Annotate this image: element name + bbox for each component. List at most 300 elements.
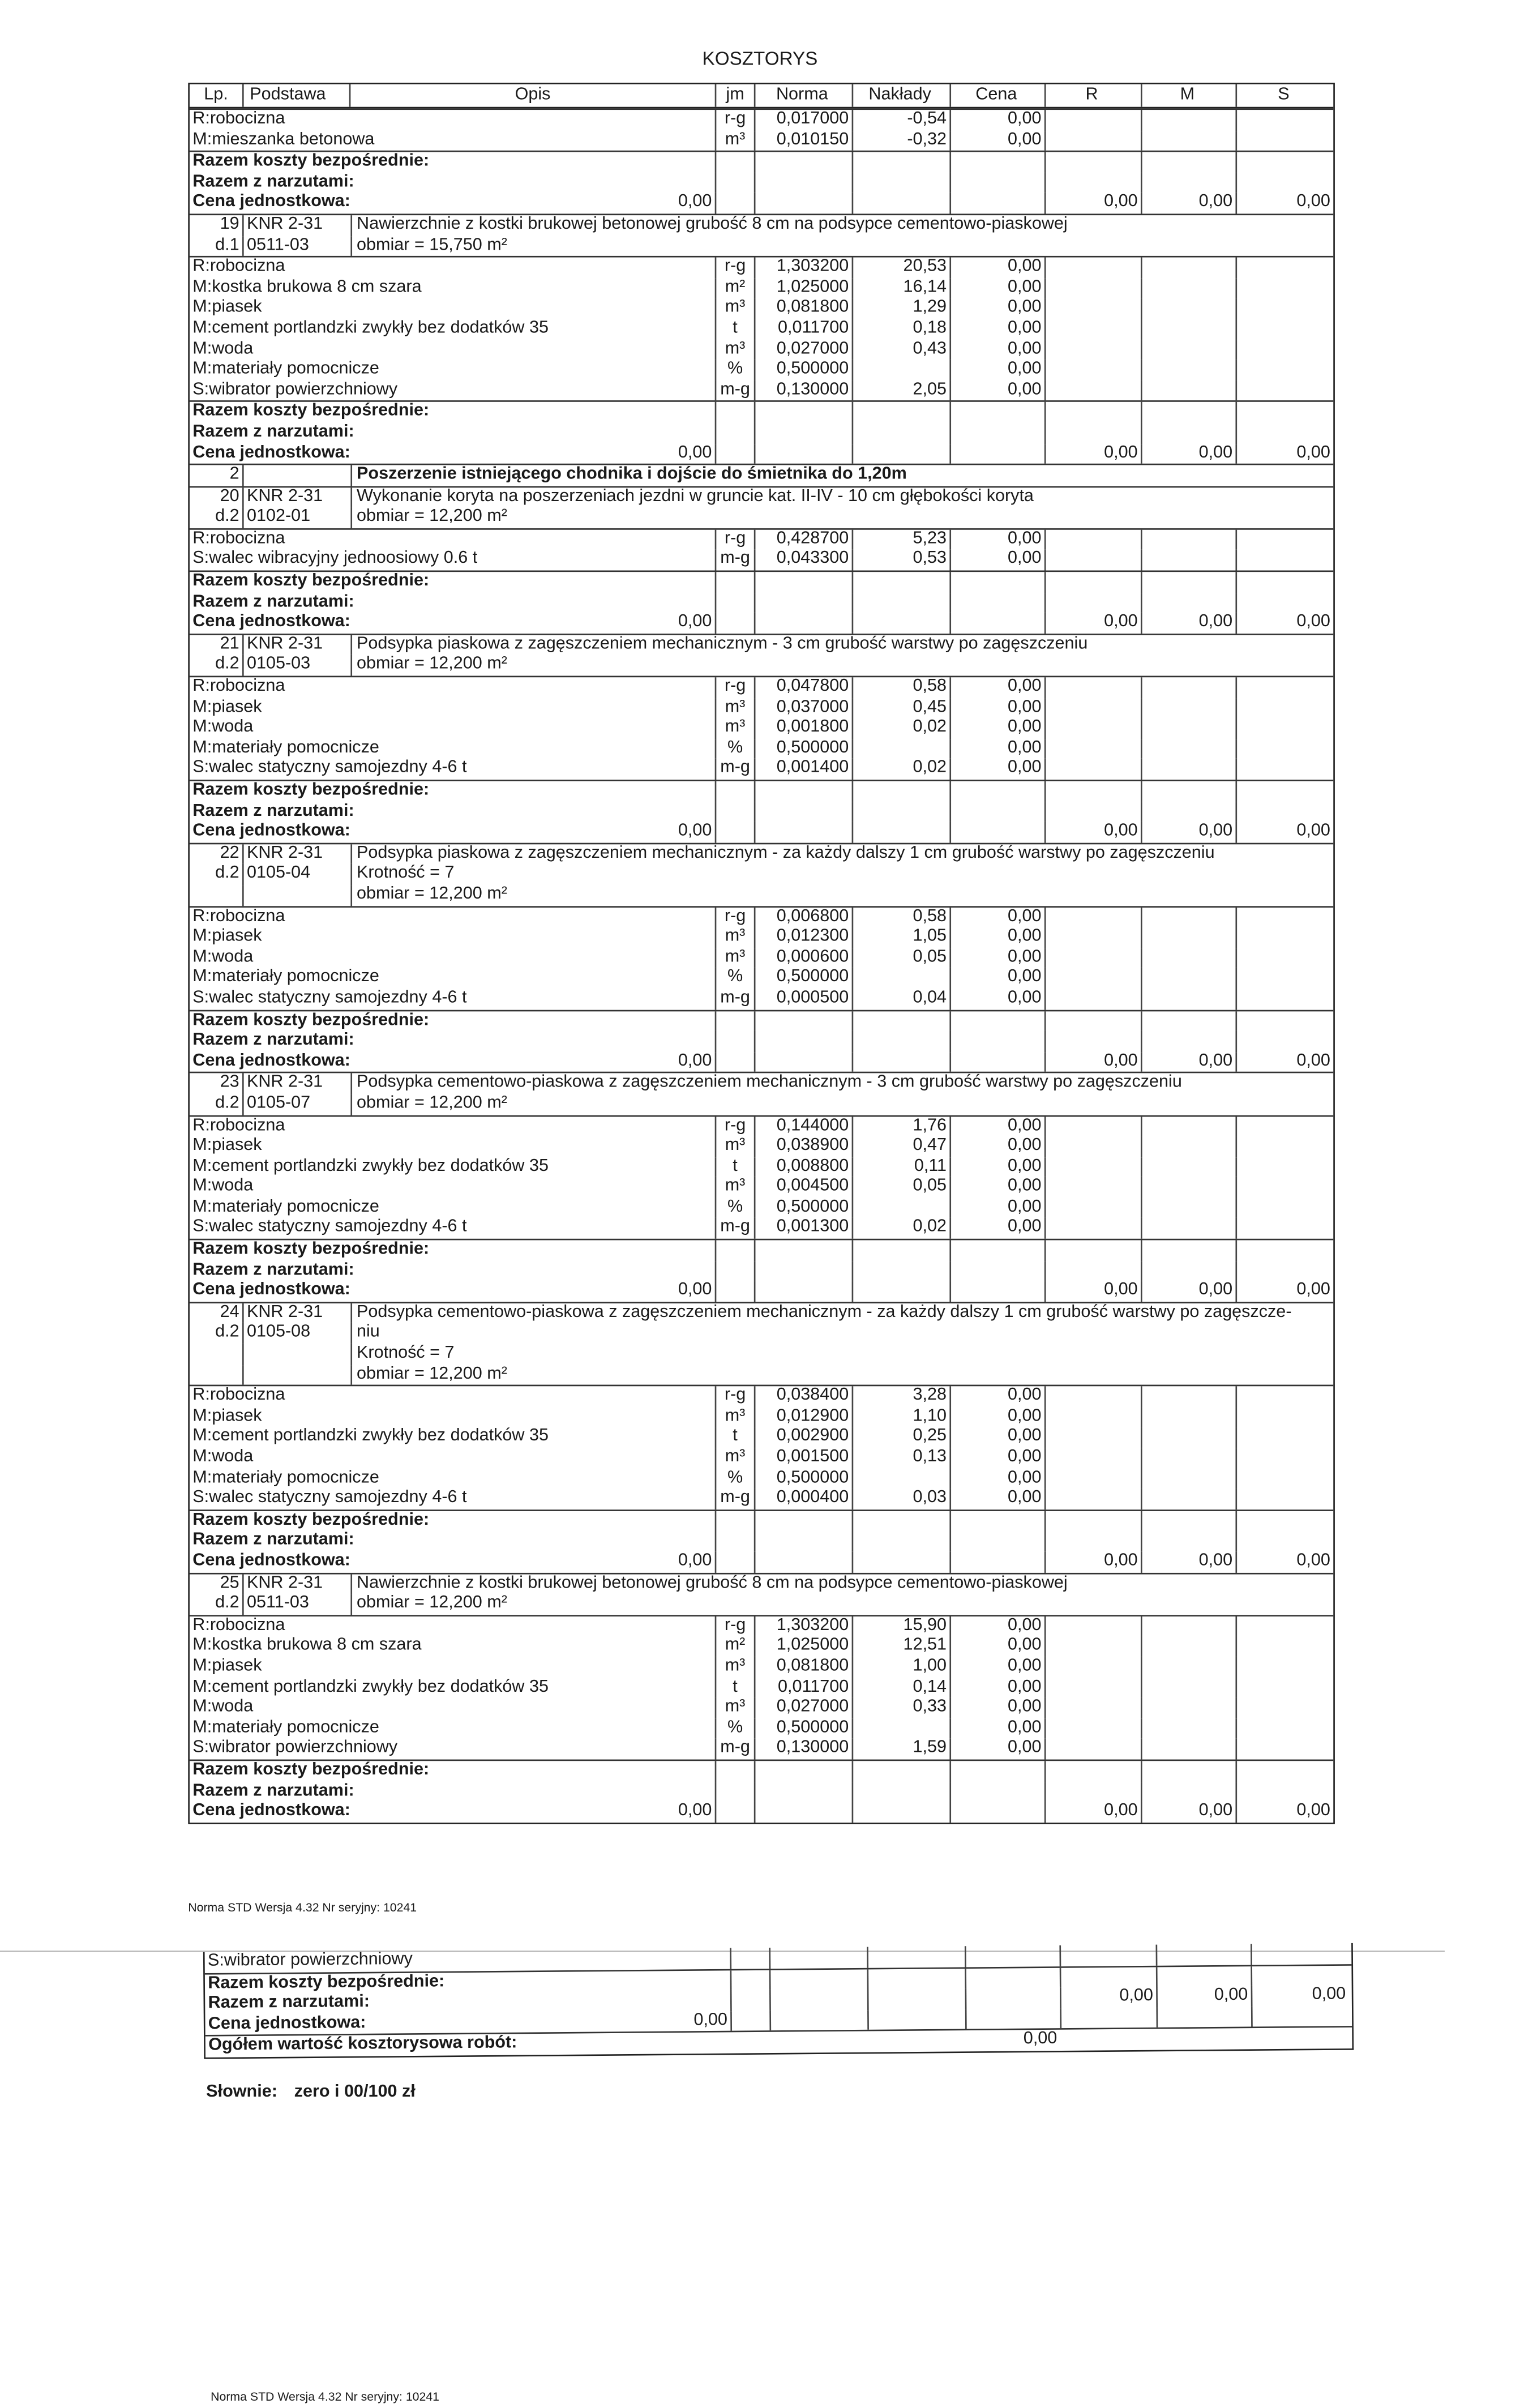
cell [715, 1261, 754, 1281]
cell [949, 1241, 1044, 1261]
cell [754, 1051, 852, 1072]
total-markup-row [190, 1531, 1333, 1551]
total-label: Cena jednostkowa: [192, 1802, 350, 1820]
resource-price: 0,00 [949, 759, 1044, 780]
resource-unit: m-g [715, 550, 754, 571]
cell [1141, 1739, 1235, 1759]
cell [852, 1051, 950, 1072]
cell [1141, 1657, 1235, 1678]
podstawa: 0105-07 [242, 1094, 350, 1114]
cell [754, 1761, 852, 1781]
cell [754, 1802, 852, 1822]
total-label: Cena jednostkowa: [192, 1051, 350, 1070]
cell [1235, 1657, 1333, 1678]
resource-price: 0,00 [949, 1698, 1044, 1718]
resource-norm: 0,038400 [754, 1387, 852, 1407]
resource-name: M:cement portlandzki zwykły bez dodatków 35 [192, 1157, 549, 1175]
cell [949, 802, 1044, 822]
total-direct-row [190, 1759, 1333, 1781]
table-header [190, 84, 1333, 109]
resource-price: 0,00 [949, 340, 1044, 360]
resource-norm: 0,500000 [754, 968, 852, 989]
cell [1044, 1616, 1141, 1636]
description: obmiar = 12,200 m² [350, 885, 1333, 905]
resource-norm: 0,047800 [754, 677, 852, 698]
cell [1044, 423, 1141, 443]
resource-norm: 0,011700 [754, 1678, 852, 1698]
resource-price: 0,00 [949, 529, 1044, 550]
cell [1141, 130, 1235, 151]
col-naklady: Nakłady [852, 84, 950, 107]
resource-quantity: 0,25 [852, 1427, 950, 1448]
cell [1141, 1011, 1235, 1031]
position-header-row [190, 1344, 1333, 1365]
resource-row [190, 1678, 1333, 1698]
total-label: Razem z narzutami: [192, 1531, 354, 1550]
cell [965, 1945, 1060, 1966]
cell [1044, 907, 1141, 927]
resource-quantity: -0,32 [852, 130, 950, 151]
cell [715, 572, 754, 592]
cell [852, 613, 950, 634]
resource-price: 0,00 [949, 1407, 1044, 1427]
resource-price: 0,00 [949, 1218, 1044, 1239]
cell [1141, 718, 1235, 739]
cell [769, 1947, 867, 1968]
cell [754, 592, 852, 613]
position-header-row [190, 842, 1333, 865]
r-value: 0,00 [1044, 822, 1141, 842]
resource-row [190, 550, 1333, 571]
cell [1141, 423, 1235, 443]
total-label: Cena jednostkowa: [192, 613, 350, 631]
cell [1141, 360, 1235, 380]
cell [1141, 781, 1235, 802]
cell [1251, 1965, 1348, 1986]
position-subnumber: d.2 [215, 864, 239, 883]
cell [1060, 2008, 1156, 2029]
cell [1235, 173, 1333, 193]
cell [1235, 1468, 1333, 1489]
resource-norm: 1,025000 [754, 1636, 852, 1657]
resource-name: R:robocizna [192, 110, 285, 128]
resource-quantity: 0,43 [852, 340, 950, 360]
cell [1141, 1427, 1235, 1448]
resource-quantity [852, 1198, 950, 1218]
cell [1141, 1387, 1235, 1407]
total-label: Razem z narzutami: [208, 1993, 370, 2013]
resource-norm: 0,001800 [754, 718, 852, 739]
cell [867, 2009, 965, 2030]
resource-name: R:robocizna [192, 677, 285, 696]
cell [715, 423, 754, 443]
resource-row [190, 927, 1333, 948]
resource-unit: m³ [715, 1136, 754, 1157]
podstawa: 0105-08 [242, 1324, 350, 1344]
total-direct-row [190, 401, 1333, 423]
resource-row [190, 1698, 1333, 1718]
resource-unit: m³ [715, 1657, 754, 1678]
resource-quantity: 1,76 [852, 1116, 950, 1136]
cell [1044, 781, 1141, 802]
total-direct-row [190, 1009, 1333, 1031]
resource-row [190, 905, 1333, 927]
total-label: Razem z narzutami: [192, 1031, 354, 1050]
resource-name: M:piasek [192, 927, 262, 946]
resource-name: M:mieszanka betonowa [192, 130, 375, 149]
cell [1235, 1157, 1333, 1177]
cell [1235, 759, 1333, 780]
cell [1044, 1178, 1141, 1198]
total-label: Cena jednostkowa: [192, 1281, 350, 1299]
cell [852, 781, 950, 802]
resource-price: 0,00 [949, 1468, 1044, 1489]
cell [1044, 1407, 1141, 1427]
resource-row [190, 1718, 1333, 1739]
cell [190, 885, 242, 905]
cell [1235, 1218, 1333, 1239]
resource-norm: 0,004500 [754, 1178, 852, 1198]
resource-price: 0,00 [949, 110, 1044, 130]
cell [715, 613, 754, 634]
col-podstawa: Podstawa [242, 84, 350, 107]
cell [715, 1011, 754, 1031]
resource-quantity: 1,10 [852, 1407, 950, 1427]
resource-price: 0,00 [949, 968, 1044, 989]
cell [1141, 1136, 1235, 1157]
cell [1156, 2007, 1251, 2028]
cell [715, 173, 754, 193]
description: Nawierzchnie z kostki brukowej betonowej grubość 8 cm na podsypce cementowo-piaskowej [350, 215, 1333, 236]
resource-name: M:woda [192, 1448, 254, 1466]
cell [949, 1781, 1044, 1802]
cell [1044, 1468, 1141, 1489]
resource-norm: 0,002900 [754, 1427, 852, 1448]
resource-unit: r-g [715, 907, 754, 927]
description: obmiar = 12,200 m² [350, 1094, 1333, 1114]
description: Podsypka piaskowa z zagęszczeniem mechanicznym - za każdy dalszy 1 cm grubość warstwy po zagęszczeniu [350, 844, 1333, 865]
resource-quantity: 2,05 [852, 380, 950, 401]
resource-name: S:walec statyczny samojezdny 4-6 t [192, 989, 467, 1007]
total-markup-row [190, 1261, 1333, 1281]
resource-name: M:piasek [192, 298, 262, 317]
resource-norm: 0,500000 [754, 739, 852, 759]
total-markup-row [190, 1781, 1333, 1802]
resource-price: 0,00 [949, 1657, 1044, 1678]
position-number: 20 [220, 487, 239, 506]
resource-unit: t [715, 319, 754, 339]
cell [852, 152, 950, 173]
cell [949, 1011, 1044, 1031]
resource-unit: m² [715, 1636, 754, 1657]
cell [1235, 1427, 1333, 1448]
col-cena: Cena [949, 84, 1044, 107]
resource-name: M:cement portlandzki zwykły bez dodatków 35 [192, 1427, 549, 1446]
cell [1044, 1511, 1141, 1531]
cell [1044, 1531, 1141, 1551]
resource-name: S:walec statyczny samojezdny 4-6 t [192, 1218, 467, 1237]
total-label: Razem z narzutami: [192, 422, 354, 441]
resource-quantity: 5,23 [852, 529, 950, 550]
total-label: Cena jednostkowa: [192, 193, 350, 212]
resource-row [190, 108, 1333, 130]
resource-norm: 0,012300 [754, 927, 852, 948]
cell [715, 1281, 754, 1302]
cell [852, 193, 950, 213]
cell [1044, 1448, 1141, 1468]
position-subnumber: d.2 [215, 1594, 239, 1613]
podstawa: KNR 2-31 [242, 1073, 350, 1094]
cell [1044, 759, 1141, 780]
position-header-row [190, 1572, 1333, 1594]
cell [1235, 1011, 1333, 1031]
cell [1060, 1966, 1156, 1987]
resource-price: 0,00 [949, 989, 1044, 1009]
cell [754, 802, 852, 822]
cell [1044, 360, 1141, 380]
cell [1044, 802, 1141, 822]
description: Krotność = 7 [350, 865, 1333, 885]
resource-quantity: 0,02 [852, 1218, 950, 1239]
resource-name: M:materiały pomocnicze [192, 968, 379, 987]
resource-row [190, 1136, 1333, 1157]
resource-unit: m-g [715, 989, 754, 1009]
total-direct-row [190, 151, 1333, 173]
cell [730, 1948, 769, 1969]
cell [1141, 677, 1235, 698]
s-value: 0,00 [1235, 1281, 1333, 1302]
resource-price: 0,00 [949, 1616, 1044, 1636]
cell [1044, 1116, 1141, 1136]
cell [1235, 278, 1333, 298]
resource-unit: m³ [715, 718, 754, 739]
resource-quantity [852, 1718, 950, 1739]
cell [1235, 423, 1333, 443]
cell [1044, 1031, 1141, 1051]
cell [965, 2008, 1060, 2029]
cell [1235, 360, 1333, 380]
resource-quantity: 0,05 [852, 1178, 950, 1198]
resource-unit: m³ [715, 1407, 754, 1427]
description: obmiar = 12,200 m² [350, 1365, 1333, 1385]
cell [1141, 1718, 1235, 1739]
resource-norm: 0,012900 [754, 1407, 852, 1427]
position-header-row [190, 508, 1333, 528]
resource-quantity: 0,53 [852, 550, 950, 571]
resource-name: M:materiały pomocnicze [192, 1468, 379, 1487]
cell [1235, 1407, 1333, 1427]
position-subnumber: d.2 [215, 655, 239, 674]
cell [1235, 718, 1333, 739]
resource-name: S:wibrator powierzchniowy [192, 1739, 398, 1757]
resource-name: M:woda [192, 339, 254, 358]
cell [852, 1011, 950, 1031]
position-header-row [190, 1094, 1333, 1114]
cell [1044, 110, 1141, 130]
cell [1235, 258, 1333, 278]
resource-row [190, 360, 1333, 380]
cell [867, 1968, 965, 1989]
cell [1235, 1489, 1333, 1509]
description: Podsypka piaskowa z zagęszczeniem mechanicznym - 3 cm grubość warstwy po zagęszczeniu [350, 635, 1333, 655]
resource-row [190, 1615, 1333, 1637]
position-subnumber: d.2 [215, 1094, 239, 1113]
position-header-row [190, 486, 1333, 508]
resource-row [190, 676, 1333, 698]
cell [715, 1761, 754, 1781]
amount-in-words-label: Słownie: [206, 2083, 277, 2101]
cell [1235, 907, 1333, 927]
chapter-number: 2 [229, 465, 239, 484]
resource-price: 0,00 [949, 698, 1044, 718]
cell [1141, 572, 1235, 592]
cell [1235, 1178, 1333, 1198]
total-label: Razem z narzutami: [192, 592, 354, 611]
resource-quantity: 0,03 [852, 1489, 950, 1509]
document-title: KOSZTORYS [702, 48, 818, 70]
cell [1235, 1636, 1333, 1657]
grand-total-value: 0,00 [1023, 2030, 1057, 2049]
cell [949, 1531, 1044, 1551]
resource-row [190, 1218, 1333, 1239]
resource-quantity: 1,59 [852, 1739, 950, 1759]
cell [715, 1781, 754, 1802]
cell [1235, 698, 1333, 718]
podstawa: KNR 2-31 [242, 635, 350, 655]
resource-quantity [852, 968, 950, 989]
cell [1044, 592, 1141, 613]
r-value: 0,00 [1044, 443, 1141, 464]
resource-norm: 0,027000 [754, 340, 852, 360]
cell [1141, 907, 1235, 927]
cell [852, 802, 950, 822]
resource-norm: 0,144000 [754, 1116, 852, 1136]
cell [754, 613, 852, 634]
resource-quantity: 0,02 [852, 718, 950, 739]
resource-price: 0,00 [949, 1636, 1044, 1657]
resource-unit: m³ [715, 948, 754, 968]
cell [1235, 968, 1333, 989]
cell [1141, 1531, 1235, 1551]
resource-unit: % [715, 739, 754, 759]
resource-quantity: 1,00 [852, 1657, 950, 1678]
resource-norm: 0,000400 [754, 1489, 852, 1509]
resource-price: 0,00 [949, 1718, 1044, 1739]
cell [1235, 989, 1333, 1009]
cell [1044, 948, 1141, 968]
cell [1235, 1531, 1333, 1551]
cell [1235, 592, 1333, 613]
cell [1141, 739, 1235, 759]
description: obmiar = 12,200 m² [350, 508, 1333, 528]
cell [949, 423, 1044, 443]
cell [1141, 1489, 1235, 1509]
resource-price: 0,00 [949, 677, 1044, 698]
cell [1235, 1116, 1333, 1136]
resource-name: M:materiały pomocnicze [192, 1718, 379, 1737]
resource-norm: 1,025000 [754, 278, 852, 298]
cell [1044, 572, 1141, 592]
resource-quantity: 0,58 [852, 907, 950, 927]
cell [754, 1241, 852, 1261]
unit-price-value: 0,00 [678, 443, 712, 461]
resource-name: R:robocizna [192, 529, 285, 548]
cell [1141, 968, 1235, 989]
resource-quantity: 3,28 [852, 1387, 950, 1407]
cell [1141, 298, 1235, 319]
s-value: 0,00 [1235, 443, 1333, 464]
software-footer: Norma STD Wersja 4.32 Nr seryjny: 10241 [188, 1901, 417, 1915]
resource-norm: 0,011700 [754, 319, 852, 339]
cell [715, 193, 754, 213]
cell [715, 152, 754, 173]
cell [1044, 1427, 1141, 1448]
resource-quantity: 0,04 [852, 989, 950, 1009]
resource-price: 0,00 [949, 718, 1044, 739]
m-value: 0,00 [1141, 193, 1235, 213]
cell [1044, 1198, 1141, 1218]
cell [1251, 1943, 1348, 1964]
cell [754, 1552, 852, 1572]
cell [730, 2011, 769, 2031]
total-label: Cena jednostkowa: [192, 822, 350, 840]
cell [730, 1970, 769, 1991]
cell [1141, 173, 1235, 193]
resource-name: R:robocizna [192, 1616, 285, 1635]
unit-price-value: 0,00 [693, 2011, 728, 2029]
total-direct-row [190, 780, 1333, 802]
cell [1044, 319, 1141, 339]
software-footer-cut: Norma STD Wersja 4.32 Nr seryjny: 10241 [211, 2390, 439, 2404]
resource-name: S:wibrator powierzchniowy [192, 380, 398, 399]
resource-norm: 0,428700 [754, 529, 852, 550]
resource-price: 0,00 [949, 130, 1044, 151]
cell [852, 1552, 950, 1572]
cell [190, 1344, 242, 1365]
resource-name: M:woda [192, 1177, 254, 1196]
resource-row [190, 278, 1333, 298]
podstawa: 0511-03 [242, 236, 350, 256]
total-label: Razem koszty bezpośrednie: [192, 1760, 430, 1779]
amount-in-words [206, 2083, 427, 2101]
resource-row [190, 968, 1333, 989]
cell [1044, 340, 1141, 360]
total-label: Razem koszty bezpośrednie: [192, 402, 430, 421]
cell [754, 572, 852, 592]
total-label: Razem z narzutami: [192, 1260, 354, 1279]
col-m: M [1141, 84, 1235, 107]
resource-price: 0,00 [949, 1427, 1044, 1448]
unit-price-value: 0,00 [678, 613, 712, 631]
cell [1044, 173, 1141, 193]
resource-quantity: 0,05 [852, 948, 950, 968]
resource-norm: 0,037000 [754, 698, 852, 718]
cell [1235, 1511, 1333, 1531]
resource-name: M:piasek [192, 1657, 262, 1675]
cell [1235, 572, 1333, 592]
resource-price: 0,00 [949, 948, 1044, 968]
resource-norm: 0,006800 [754, 907, 852, 927]
s-value: 0,00 [1251, 1986, 1349, 2007]
position-number: 19 [220, 215, 239, 233]
cell [754, 403, 852, 423]
cell [769, 1990, 867, 2011]
cell [1141, 802, 1235, 822]
resource-quantity [852, 739, 950, 759]
cell [1044, 550, 1141, 571]
description: obmiar = 12,200 m² [350, 1594, 1333, 1615]
cell [1235, 781, 1333, 802]
